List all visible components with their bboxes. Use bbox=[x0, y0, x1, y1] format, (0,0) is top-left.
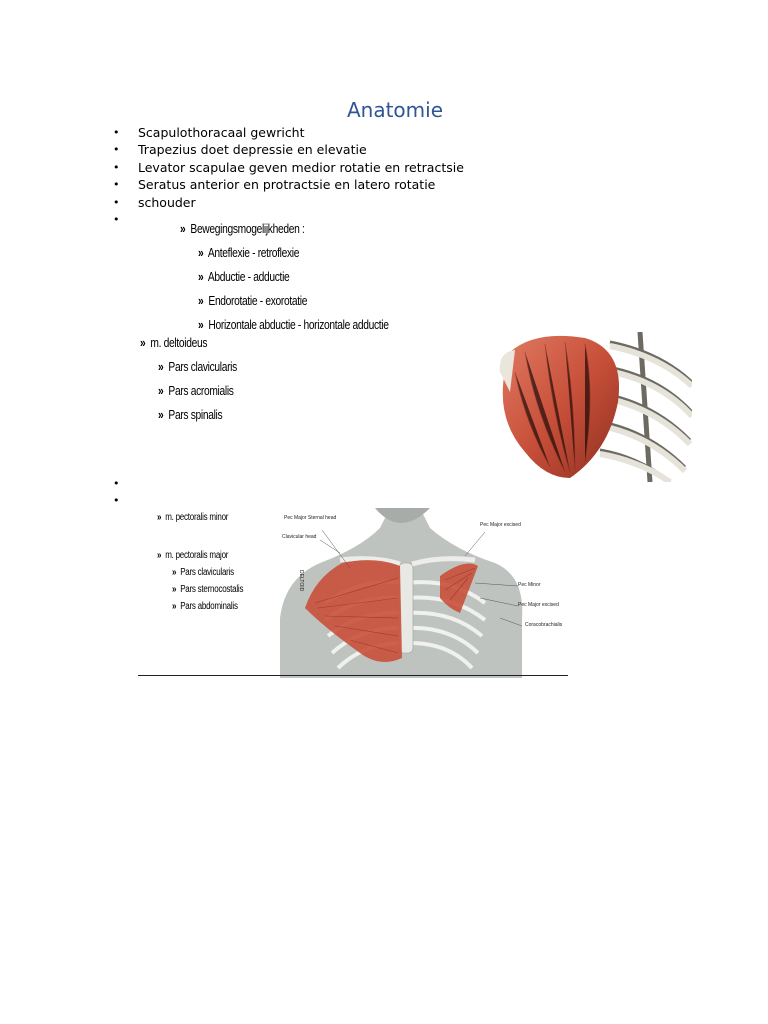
movement-item: » Endorotatie - exorotatie bbox=[198, 294, 308, 308]
pec-major-excised-label-2: Pec Major excised bbox=[518, 602, 559, 608]
deltoid-heading: » m. deltoideus bbox=[140, 336, 208, 350]
bullet-icon: • bbox=[113, 143, 120, 157]
bullet-list bbox=[113, 124, 464, 228]
clavicular-head-label: Clavicular head bbox=[282, 534, 317, 540]
movements-heading: » Bewegingsmogelijkheden : bbox=[180, 222, 305, 236]
list-item: • Levator scapulae geven medior rotatie en retractsie bbox=[113, 159, 464, 175]
bullet-icon: • bbox=[113, 494, 120, 507]
pectoral-part: » Pars clavicularis bbox=[172, 567, 234, 578]
deltoid-part: » Pars acromialis bbox=[158, 384, 234, 398]
bullet-icon: • bbox=[113, 477, 120, 490]
pec-major-excised-label: Pec Major excised bbox=[480, 522, 521, 528]
deltoid-part: » Pars clavicularis bbox=[158, 360, 237, 374]
page-title: Anatomie bbox=[346, 98, 444, 122]
movement-item: » Anteflexie - retroflexie bbox=[198, 246, 300, 260]
list-item: • Trapezius doet depressie en elevatie bbox=[113, 142, 367, 158]
bullet-icon: • bbox=[113, 178, 120, 192]
deltoid-illustration bbox=[490, 332, 692, 482]
bullet-icon: • bbox=[113, 126, 120, 139]
bullet-icon: • bbox=[113, 195, 120, 209]
pec-major-sternal-label: Pec Major Sternal head bbox=[284, 515, 337, 521]
list-item: • Scapulothoracaal gewricht bbox=[113, 125, 305, 140]
pectoralis-major-label: » m. pectoralis major bbox=[157, 550, 229, 561]
movement-item: » Horizontale abductie - horizontale adductie bbox=[198, 318, 389, 332]
coracobrachialis-label: Coracobrachialis bbox=[525, 622, 563, 628]
list-item: • Seratus anterior en protractsie en latero rotatie bbox=[113, 177, 436, 193]
list-item: • schouder bbox=[113, 194, 196, 210]
pectoral-illustration bbox=[280, 508, 570, 678]
bullet-icon: • bbox=[113, 160, 120, 174]
section-divider bbox=[138, 675, 568, 676]
pectoral-part: » Pars abdominalis bbox=[172, 601, 238, 612]
pec-minor-label: Pec Minor bbox=[518, 582, 541, 588]
deltoid-vertical-label: DELTOID bbox=[298, 570, 304, 592]
pectoral-part: » Pars sternocostalis bbox=[172, 584, 244, 595]
deltoid-part: » Pars spinalis bbox=[158, 408, 223, 422]
bullet-icon: • bbox=[113, 212, 120, 226]
movement-item: » Abductie - adductie bbox=[198, 270, 290, 284]
pectoralis-minor-label: » m. pectoralis minor bbox=[157, 512, 229, 523]
